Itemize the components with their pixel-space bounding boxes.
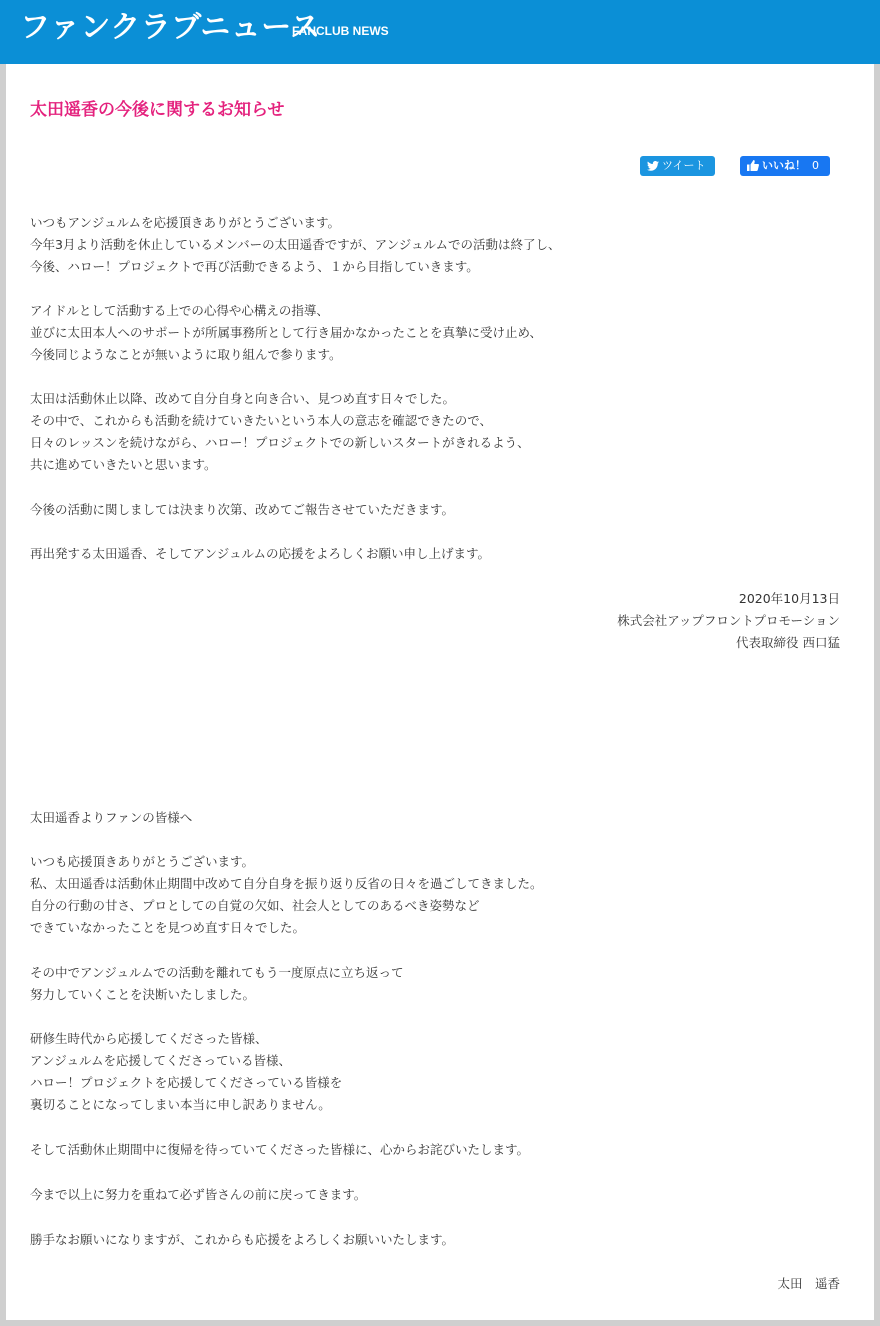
text-line: その中でアンジュルムでの活動を離れてもう一度原点に立ち返って <box>30 965 404 980</box>
message-heading-text: 太田遥香よりファンの皆様へ <box>30 810 193 825</box>
text-line: 裏切ることになってしまい本当に申し訳ありません。 <box>30 1097 331 1112</box>
text-line: 共に進めていきたいと思います。 <box>30 457 217 472</box>
message-paragraph-5 <box>30 1184 830 1206</box>
message-paragraph-6 <box>30 1229 830 1251</box>
text-line: 努力していくことを決断いたしました。 <box>30 987 256 1002</box>
text-line: できていなかったことを見つめ直す日々でした。 <box>30 920 306 935</box>
message-heading <box>30 807 830 829</box>
text-line: 今まで以上に努力を重ねて必ず皆さんの前に戻ってきます。 <box>30 1187 367 1202</box>
twitter-bird-icon <box>647 161 659 171</box>
signature-company: 株式会社アップフロントプロモーション <box>617 613 840 628</box>
text-line: アイドルとして活動する上での心得や心構えの指導、 <box>30 303 329 318</box>
text-line: 今後同じようなことが無いように取り組んで参ります。 <box>30 347 342 362</box>
notice-signature <box>617 588 840 654</box>
signature-representative: 代表取締役 西口猛 <box>736 635 840 650</box>
like-label: いいね！ <box>762 159 806 172</box>
signature-date: 2020年10月13日 <box>738 591 840 606</box>
text-line: 今後の活動に関しましては決まり次第、改めてご報告させていただきます。 <box>30 502 455 517</box>
message-paragraph-4 <box>30 1139 830 1161</box>
text-line: いつもアンジュルムを応援頂きありがとうございます。 <box>30 215 340 230</box>
page-header <box>0 0 880 64</box>
text-line: 日々のレッスンを続けながら、ハロー！プロジェクトでの新しいスタートがきれるよう、 <box>30 435 530 450</box>
tweet-label: ツイート <box>662 159 706 172</box>
text-line: 私、太田遥香は活動休止期間中改めて自分自身を振り返り反省の日々を過ごしてきました。 <box>30 876 543 891</box>
thumbs-up-icon <box>747 160 759 171</box>
text-line: いつも応援頂きありがとうございます。 <box>30 854 255 869</box>
message-signature-name: 太田 遥香 <box>777 1276 840 1291</box>
notice-paragraph-4 <box>30 499 830 521</box>
like-button[interactable] <box>740 156 830 176</box>
text-line: 今後、ハロー！プロジェクトで再び活動できるよう、１から目指していきます。 <box>30 259 479 274</box>
like-count: 0 <box>812 159 819 172</box>
text-line: 並びに太田本人へのサポートが所属事務所として行き届かなかったことを真摯に受け止め、 <box>30 325 543 340</box>
tweet-button[interactable] <box>640 156 715 176</box>
message-signature <box>777 1273 840 1295</box>
text-line: 勝手なお願いになりますが、これからも応援をよろしくお願いいたします。 <box>30 1232 455 1247</box>
text-line: そして活動休止期間中に復帰を待っていてくださった皆様に、心からお詫びいたします。 <box>30 1142 530 1157</box>
text-line: ハロー！プロジェクトを応援してくださっている皆様を <box>30 1075 343 1090</box>
notice-paragraph-3 <box>30 388 830 476</box>
notice-paragraph-1 <box>30 212 830 278</box>
message-paragraph-1 <box>30 851 830 939</box>
text-line: 今年3月より活動を休止しているメンバーの太田遥香ですが、アンジュルムでの活動は終了し、 <box>30 237 561 252</box>
message-paragraph-2 <box>30 962 830 1006</box>
text-line: 再出発する太田遥香、そしてアンジュルムの応援をよろしくお願い申し上げます。 <box>30 546 490 561</box>
text-line: 研修生時代から応援してくださった皆様、 <box>30 1031 268 1046</box>
notice-paragraph-2 <box>30 300 830 366</box>
notice-paragraph-5 <box>30 543 830 565</box>
text-line: その中で、これからも活動を続けていきたいという本人の意志を確認できたので、 <box>30 413 493 428</box>
header-subtitle: FANCLUB NEWS <box>292 24 389 38</box>
header-title: ファンクラブニュース <box>20 10 321 45</box>
text-line: 太田は活動休止以降、改めて自分自身と向き合い、見つめ直す日々でした。 <box>30 391 456 406</box>
text-line: 自分の行動の甘さ、プロとしての自覚の欠如、社会人としてのあるべき姿勢など <box>30 898 480 913</box>
message-paragraph-3 <box>30 1028 830 1116</box>
article-title: 太田遥香の今後に関するお知らせ <box>30 100 285 120</box>
text-line: アンジュルムを応援してくださっている皆様、 <box>30 1053 291 1068</box>
